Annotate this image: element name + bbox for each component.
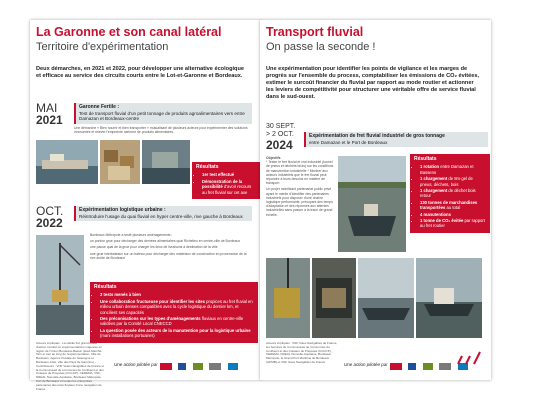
block2-result-3: • Des préconisations sur les types d'aménagements fluviaux en centre-ville validées par la Comité Local CNECCD <box>100 316 254 327</box>
ecl-logo-icon <box>390 363 402 370</box>
pushboat-photo <box>416 258 482 338</box>
barge-river-photo <box>358 258 414 338</box>
barge-river-photo-image <box>358 258 414 338</box>
partner-logo-icon <box>423 363 433 370</box>
river-barge-photo-image <box>338 156 406 252</box>
date-oct-2022: OCT. 2022 <box>36 204 64 230</box>
right-footer-action: Une action pilotée par <box>344 362 388 367</box>
right-result-5: • 4 manutentions <box>420 212 486 217</box>
right-result-2: • 1 chargement de 8m·gel de pneus, déchets, bois <box>420 176 486 187</box>
left-partner-logos <box>160 358 240 376</box>
block2-results: Résultats • 3 tests menés à bien • Une collaboration fructueuse pour identifier les sites propices au fret fluvial en milieu urbain denses compatibles avec la cycle logistique du dernier km, et concilient ses capacités • Des préconisations sur les types d'aménagements fluviaux en centre-ville validées par la Comité Local CNECCD • La question posée des acteurs de la manutention pour la logistique urbaine (mani installations portuaires) <box>90 282 258 343</box>
boat-photo-1-image <box>36 140 98 184</box>
garonne-fertile-box: Garonne Fertile : Test de transport fluvial d'un petit tonnage de produits agroalimentaires vers entre Damazan et Bordeaux-centre <box>74 103 252 124</box>
loading-photo-image <box>142 140 190 184</box>
partner-logo-icon <box>209 363 221 370</box>
right-intro: Une expérimentation pour identifier les points de vigilance et les marges de progrès sur l'ensemble du process, comptabiliser les émissions de CO₂ évitées, estimer le surcoût financier du fluvial par rapport au mode routier et actionner les leviers de compétitivité pour structurer une véritable offre de service fluvial dans le sud-ouest. <box>266 66 480 100</box>
block1-result-1: • 1er test effectué <box>202 172 256 177</box>
left-title: La Garonne et son canal latéral <box>36 25 222 39</box>
left-subtitle: Territoire d'expérimentation <box>36 41 169 53</box>
corner-mark-icon <box>456 350 486 371</box>
cargo-hold-photo <box>312 258 356 338</box>
block2-bullet-2: une pause quai de la grue pour charger les lieux de livraisons à destination de la ville <box>90 245 218 250</box>
block2-result-2: • Une collaboration fructueuse pour identifier les sites propices au fret fluvial en milieu urbain denses compatibles avec la cycle logistique du dernier km, et concilient ses capacités <box>100 299 254 315</box>
loading-crane-photo-image <box>266 258 310 338</box>
block1-description: Une démarche « Bien nourrir et bien transporter » mutualisant de plusieurs acteurs pour expérimenter des solutions innovantes et relever l'empreinte carbone de produits alimentaires. <box>74 126 248 135</box>
ecl-logo-icon <box>160 363 172 370</box>
block1-result-2: • Démonstration de la possibilité d'avoir recours au fret fluvial sur cet axe <box>202 179 256 195</box>
block2-bullet-3: une grue interbateaux sur un bateau pour décharger des matériaux de construction en provenance de la rive droite de Bordeaux <box>90 251 247 260</box>
crates-photo-image <box>100 140 140 184</box>
loading-crane-photo <box>266 258 310 338</box>
block2-result-4: • La question posée des acteurs de la manutention pour la logistique urbaine (mani installations portuaires) <box>100 328 254 339</box>
pushboat-photo-image <box>416 258 482 338</box>
partner-logo-icon <box>193 363 203 370</box>
river-barge-photo <box>338 156 406 252</box>
partner-logo-icon <box>439 363 451 370</box>
partner-logo-icon <box>178 363 186 370</box>
right-poster <box>260 20 491 380</box>
crates-photo <box>100 140 140 184</box>
right-footer-text: Acteurs impliqués : VNF Voies Navigables de France, les Services de Communauté de Communes du Confluent et des Coteaux de Prayssas (CCCCP), CEREMA, DREAL Nouvelle-Aquitaine, Bordeaux Métropole, le Grand Port Maritime de Bordeaux (GPMB) et VNF Voies Navigables de France <box>266 341 338 364</box>
logistique-urbaine-box: Expérimentation logistique urbaine : Réintroduire l'usage du quai fluvial en hyper centre-ville, rive gauche à Bordeaux <box>74 206 252 221</box>
right-result-1: • 1 rotation entre Damazan et Bassens <box>420 164 486 175</box>
right-result-6: • 1 tonne de CO₂ évitée par rapport au fret routier <box>420 218 486 229</box>
partner-logo-icon <box>228 363 238 370</box>
right-title: Transport fluvial <box>266 25 364 39</box>
objectives: Objectifs * Tester le fret fluvial et vrai industriel (tonnel de pneus et déchets bruts) sur les conditions de manutention industrielle * Montrer aux acteurs industriels que le fret fluvial peut répondre à leurs besoins en matière de transport Un projet mobilisant partenariat public privé ayant le mérite d'identifier des partenaires industriels pour disposer d'une chaîne logistique performante, prévoyant des temps d'adaptation et des réponses aux attentes industrielles sans passer à la trace de grand échelle. <box>266 156 334 217</box>
loading-photo <box>142 140 190 184</box>
boat-photo-1 <box>36 140 98 184</box>
date-2024: 30 SEPT. > 2 OCT. 2024 <box>266 123 296 152</box>
left-footer-text: Acteurs impliqués : La cellule fret grand-ouest d'action conduit un expérimentations majeures en région de l'Union Bordeaux-Bassin (Haut Marché-Tarn et tout au long de l'expérimentation, Ville de Bordeaux, Agence Fluviale de Gascogne et Bordeaux-Côté, ville des Pays de Garonne) - Contributeurs : VNF Voies Navigables de France et la Communauté de communes du Confluent et des Coteaux de Prayssas (CCCCP), CEREMA, VNF, DREAL Nouvelle-Aquitaine, Bordeaux Métropole, Port de Bordeaux et toutes les entreprises partenaires des tests fluviaux d'une navigation de France <box>36 341 105 391</box>
left-footer-action: Une action pilotée par <box>114 362 158 367</box>
right-results: Résultats • 1 rotation entre Damazan et Bassens • 1 chargement de 8m·gel de pneus, déchets, bois • 1 chargement de déchet bois retour • 130 tonnes de marchandises transportées au total • 4 manutentions • 1 tonne de CO₂ évitée par rapport au fret routier <box>410 154 490 233</box>
cargo-hold-photo-image <box>312 258 356 338</box>
right-result-4: • 130 tonnes de marchandises transportées au total <box>420 200 486 211</box>
partner-logo-icon <box>408 363 416 370</box>
left-intro: Deux démarches, en 2021 et 2022, pour développer une alternative écologique et efficace au service des circuits courts entre le Lot-et-Garonne et Bordeaux. <box>36 66 244 79</box>
crane-photo <box>36 235 84 335</box>
block2-bullets: Bordeaux Métropole a testé plusieurs aménagements : un ponton grue pour décharger des denrées alimentaires quai Richelieu en centre-ville de Bordeaux une pause quai de la grue pour charger les lieux de livraisons à destination de la ville une grue interbateaux sur un bateau pour décharger des matériaux de construction en provenance de la rive droite de Bordeaux <box>90 233 250 260</box>
crane-photo-image <box>36 235 84 335</box>
date-mai-2021: MAI 2021 <box>36 101 63 127</box>
block1-results: Résultats • 1er test effectué • Démonstration de la possibilité d'avoir recours au fret fluvial sur cet axe <box>192 162 260 199</box>
left-poster <box>30 20 261 391</box>
right-result-3: • 1 chargement de déchet bois retour <box>420 188 486 199</box>
right-subtitle: On passe la seconde ! <box>266 41 376 53</box>
block2-result-1: • 3 tests menés à bien <box>100 292 254 297</box>
slash-mark-icon <box>456 350 486 366</box>
block2-bullet-1: un ponton grue pour décharger des denrées alimentaires quai Richelieu en centre-ville de Bordeaux <box>90 239 241 244</box>
fret-industriel-box: Expérimentation de fret fluvial industriel de gros tonnage entre Damazan et le Port de Bordeaux <box>304 132 488 147</box>
